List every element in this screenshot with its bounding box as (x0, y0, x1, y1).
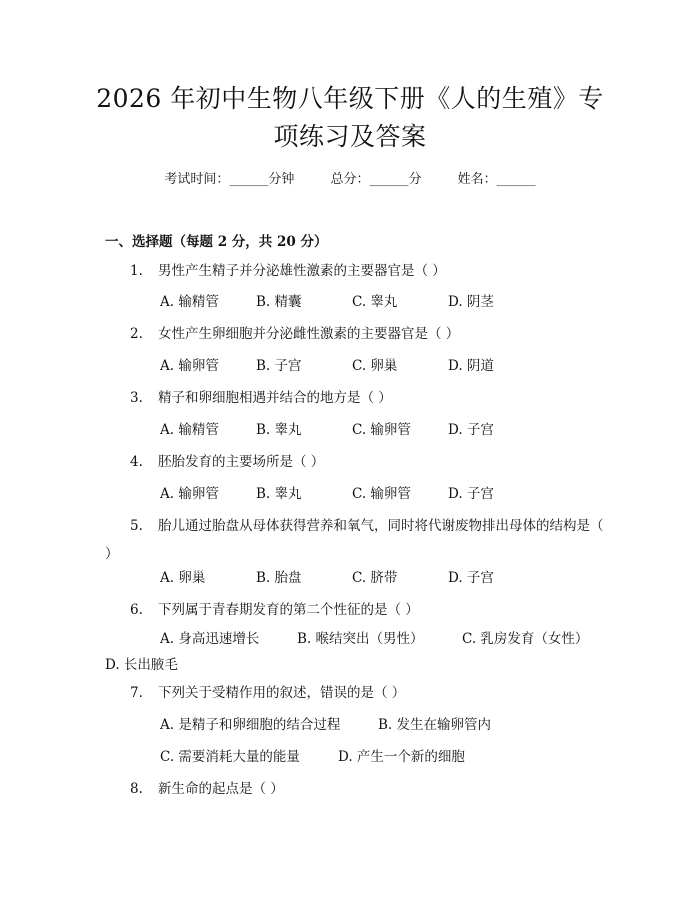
question-number: 7. (130, 685, 143, 701)
question-2-options (160, 356, 544, 376)
option-a: A. 是精子和卵细胞的结合过程 (160, 717, 341, 733)
option-c: C. 需要消耗大量的能量 (160, 749, 300, 765)
option-b: B. 精囊 (256, 294, 302, 310)
option-b: B. 睾丸 (256, 422, 302, 438)
option-d: D. 阴道 (448, 358, 494, 374)
exam-name: 姓名：______ (457, 172, 536, 187)
question-1-options (160, 292, 544, 312)
option-d: D. 阴茎 (448, 294, 494, 310)
question-7-options-row-1 (160, 715, 491, 735)
question-4-options (160, 484, 544, 504)
option-d: D. 子宫 (448, 486, 494, 502)
option-a: A. 输卵管 (160, 486, 219, 502)
page-title (60, 80, 640, 156)
question-8 (130, 779, 610, 799)
question-1 (130, 261, 610, 281)
question-4 (130, 452, 610, 472)
question-text: 下列关于受精作用的叙述，错误的是（ ） (158, 685, 406, 701)
exam-time: 考试时间：______分钟 (164, 172, 295, 187)
question-text: 胚胎发育的主要场所是（ ） (158, 454, 325, 470)
question-number: 4. (130, 454, 143, 470)
question-7 (130, 683, 610, 703)
question-text: 女性产生卵细胞并分泌雌性激素的主要器官是（ ） (158, 326, 460, 342)
question-number: 8. (130, 781, 143, 797)
option-d: D. 子宫 (448, 422, 494, 438)
question-number: 1. (130, 263, 143, 279)
option-c: C. 卵巢 (352, 358, 398, 374)
exam-meta (0, 168, 700, 187)
title-line-2: 项练习及答案 (273, 122, 427, 151)
option-b: B. 胎盘 (256, 570, 302, 586)
question-number: 5. (130, 518, 143, 534)
option-a: A. 卵巢 (160, 570, 206, 586)
exam-score: 总分：______分 (330, 172, 422, 187)
option-b: B. 睾丸 (256, 486, 302, 502)
option-c: C. 脐带 (352, 570, 398, 586)
question-text: 新生命的起点是（ ） (158, 781, 284, 797)
question-7-options-row-2 (160, 747, 465, 767)
option-c: C. 睾丸 (352, 294, 398, 310)
question-number: 6. (130, 602, 143, 618)
question-number: 2. (130, 326, 143, 342)
question-3 (130, 388, 610, 408)
question-text: 胎儿通过胎盘从母体获得营养和氧气，同时将代谢废物排出母体的结构是（ ） (105, 518, 604, 562)
option-a: A. 输卵管 (160, 358, 219, 374)
question-6-options (105, 626, 625, 678)
section-heading-choice: 一、选择题（每题 2 分，共 20 分） (105, 234, 328, 250)
question-text: 精子和卵细胞相遇并结合的地方是（ ） (158, 390, 392, 406)
option-c: C. 输卵管 (352, 486, 411, 502)
option-b: B. 喉结突出（男性） (297, 631, 424, 647)
option-a: A. 输精管 (160, 422, 219, 438)
option-a: A. 身高迅速增长 (160, 631, 260, 647)
question-5-options (160, 568, 544, 588)
option-b: B. 发生在输卵管内 (378, 717, 492, 733)
option-b: B. 子宫 (256, 358, 302, 374)
question-5 (105, 512, 605, 568)
question-6 (130, 600, 610, 620)
question-2 (130, 324, 610, 344)
option-d: D. 产生一个新的细胞 (338, 749, 465, 765)
option-a: A. 输精管 (160, 294, 219, 310)
title-line-1: 2026 年初中生物八年级下册《人的生殖》专 (96, 84, 604, 113)
option-d: D. 长出腋毛 (105, 657, 178, 673)
question-3-options (160, 420, 544, 440)
option-c: C. 乳房发育（女性） (462, 631, 589, 647)
question-text: 男性产生精子并分泌雄性激素的主要器官是（ ） (158, 263, 446, 279)
option-c: C. 输卵管 (352, 422, 411, 438)
option-d: D. 子宫 (448, 570, 494, 586)
question-text: 下列属于青春期发育的第二个性征的是（ ） (158, 602, 419, 618)
question-number: 3. (130, 390, 143, 406)
